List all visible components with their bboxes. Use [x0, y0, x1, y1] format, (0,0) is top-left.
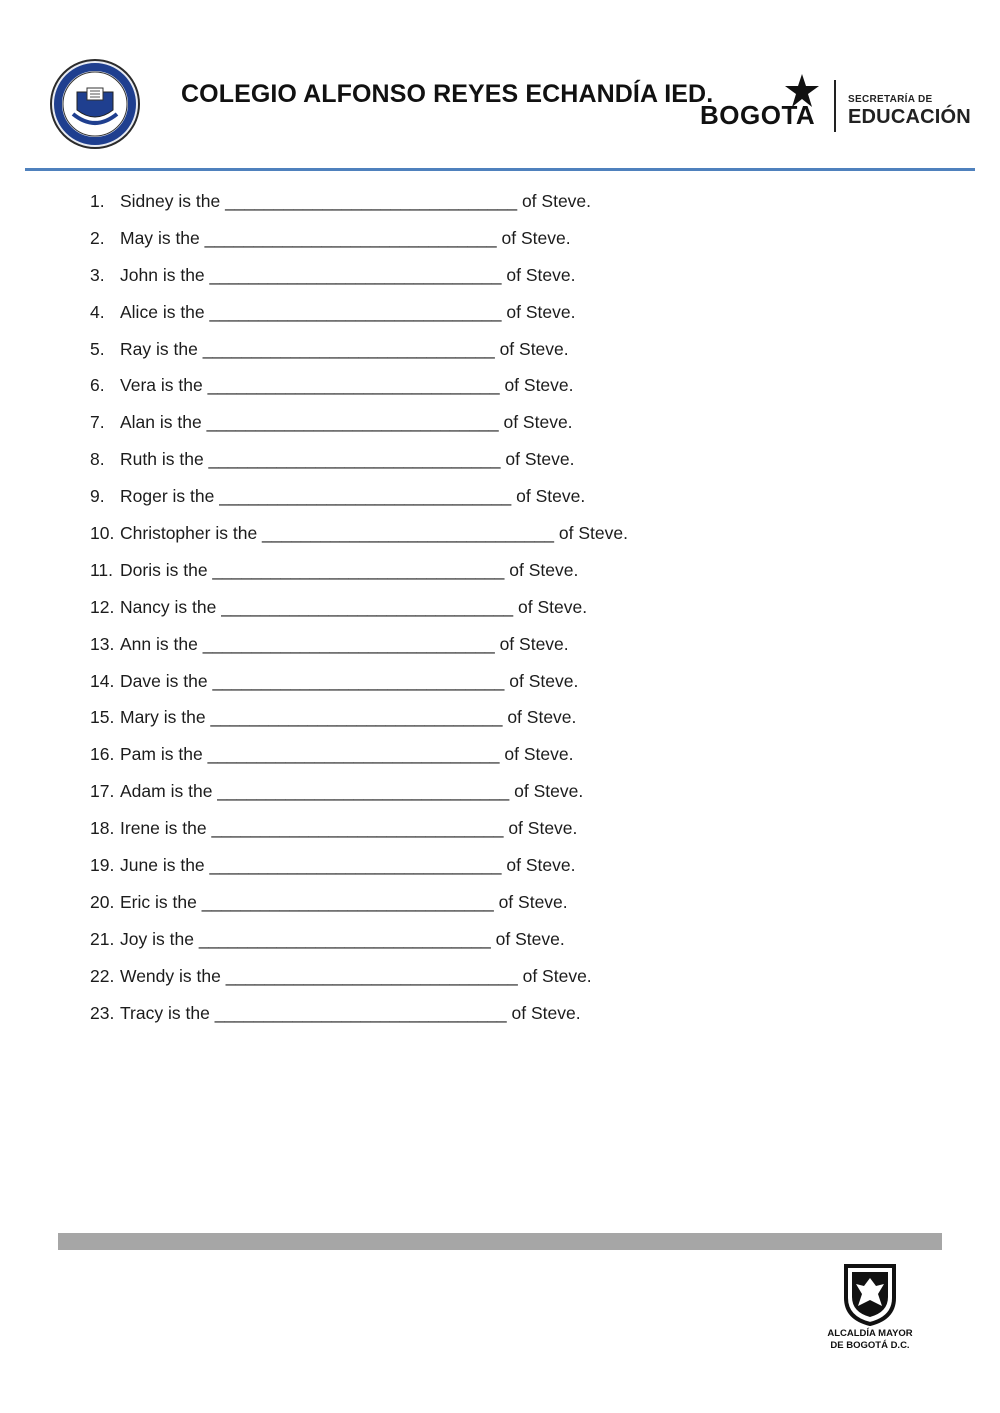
logo-divider [834, 80, 836, 132]
answer-blank[interactable]: ______________________________ [208, 449, 501, 470]
sentence-end: of Steve. [511, 1002, 581, 1023]
exercise-item [90, 778, 890, 815]
answer-blank[interactable]: ______________________________ [206, 412, 499, 433]
sentence-middle: is the [159, 412, 202, 433]
exercise-number: 19. [90, 855, 115, 876]
exercise-number: 16. [90, 744, 115, 765]
exercise-item [90, 336, 890, 373]
sentence-end: of Steve. [499, 633, 569, 654]
answer-blank[interactable]: ______________________________ [201, 891, 494, 912]
sentence-end: of Steve. [503, 412, 573, 433]
exercise-number: 7. [90, 412, 105, 433]
sentence-middle: is the [165, 670, 208, 691]
sentence-end: of Steve. [516, 486, 586, 507]
sentence-end: of Steve. [558, 523, 628, 544]
exercise-number: 2. [90, 227, 105, 248]
person-name: Roger [120, 486, 168, 507]
exercise-item [90, 741, 890, 778]
footer-bar [58, 1233, 942, 1250]
answer-blank[interactable]: ______________________________ [207, 744, 500, 765]
sentence-middle: is the [163, 707, 206, 728]
exercise-item [90, 188, 890, 225]
exercise-number: 20. [90, 891, 115, 912]
sentence-middle: is the [156, 338, 198, 359]
sentence-middle: is the [174, 596, 217, 617]
exercise-number: 9. [90, 486, 105, 507]
person-name: Adam [120, 781, 166, 802]
exercise-number: 14. [90, 670, 115, 691]
person-name: Vera [120, 375, 156, 396]
answer-blank[interactable]: ______________________________ [202, 338, 495, 359]
exercise-number: 11. [90, 559, 114, 580]
exercise-number: 6. [90, 375, 105, 396]
person-name: Doris [120, 559, 161, 580]
sentence-end: of Steve. [518, 596, 588, 617]
exercise-item [90, 631, 890, 668]
answer-blank[interactable]: ______________________________ [225, 191, 518, 211]
sentence-end: of Steve. [514, 781, 584, 802]
exercise-number: 4. [90, 301, 105, 322]
sentence-end: of Steve. [504, 744, 574, 765]
exercise-number: 18. [90, 818, 115, 839]
exercise-number: 8. [90, 449, 105, 470]
secretaria-label: SECRETARÍA DE [848, 94, 933, 105]
sentence-middle: is the [162, 855, 205, 876]
answer-blank[interactable]: ______________________________ [207, 375, 500, 396]
exercise-item [90, 852, 890, 889]
person-name: Joy [120, 928, 148, 949]
sentence-end: of Steve. [505, 449, 575, 470]
person-name: Alan [120, 412, 156, 433]
secretaria-educacion-logo [700, 72, 971, 136]
sentence-end: of Steve. [506, 264, 576, 285]
answer-blank[interactable]: ______________________________ [209, 301, 502, 322]
person-name: Irene [120, 818, 160, 839]
exercise-number: 13. [90, 633, 115, 654]
sentence-end: of Steve. [495, 928, 565, 949]
exercise-item [90, 299, 890, 336]
person-name: Sidney [120, 191, 174, 211]
sentence-middle: is the [155, 891, 197, 912]
person-name: June [120, 855, 158, 876]
sentence-end: of Steve. [504, 375, 574, 396]
page-header [0, 0, 1000, 172]
sentence-middle: is the [170, 781, 213, 802]
exercise-item [90, 594, 890, 631]
sentence-middle: is the [179, 965, 221, 986]
exercise-item [90, 372, 890, 409]
sentence-end: of Steve. [508, 818, 578, 839]
exercise-number: 15. [90, 707, 115, 728]
sentence-middle: is the [165, 559, 208, 580]
exercise-number: 12. [90, 596, 115, 617]
sentence-end: of Steve. [499, 338, 569, 359]
exercise-list [90, 188, 890, 1036]
person-name: Wendy [120, 965, 175, 986]
sentence-middle: is the [215, 523, 258, 544]
person-name: John [120, 264, 158, 285]
answer-blank[interactable]: ______________________________ [217, 781, 510, 802]
header-divider [25, 168, 975, 171]
answer-blank[interactable]: ______________________________ [221, 596, 514, 617]
answer-blank[interactable]: ______________________________ [212, 670, 505, 691]
answer-blank[interactable]: ______________________________ [210, 707, 503, 728]
sentence-end: of Steve. [498, 891, 568, 912]
exercise-item [90, 815, 890, 852]
exercise-item [90, 557, 890, 594]
person-name: Alice [120, 301, 158, 322]
person-name: Eric [120, 891, 151, 912]
person-name: Ruth [120, 449, 157, 470]
exercise-item [90, 225, 890, 262]
sentence-middle: is the [172, 486, 215, 507]
answer-blank[interactable]: ______________________________ [212, 559, 505, 580]
sentence-middle: is the [156, 633, 198, 654]
answer-blank[interactable]: ______________________________ [209, 264, 502, 285]
alcaldia-line-1: ALCALDÍA MAYOR [827, 1328, 913, 1339]
answer-blank[interactable]: ______________________________ [214, 1002, 507, 1023]
exercise-number: 22. [90, 965, 115, 986]
person-name: Ray [120, 338, 152, 359]
sentence-end: of Steve. [507, 707, 577, 728]
answer-blank[interactable]: ______________________________ [209, 855, 502, 876]
person-name: Mary [120, 707, 159, 728]
answer-blank[interactable]: ______________________________ [198, 928, 491, 949]
exercise-item [90, 409, 890, 446]
answer-blank[interactable]: ______________________________ [262, 523, 555, 544]
sentence-middle: is the [160, 744, 203, 765]
exercise-number: 23. [90, 1002, 115, 1023]
person-name: May [120, 227, 154, 248]
sentence-middle: is the [160, 375, 203, 396]
sentence-middle: is the [167, 1002, 210, 1023]
exercise-number: 17. [90, 781, 115, 802]
sentence-middle: is the [162, 301, 205, 322]
exercise-item [90, 889, 890, 926]
sentence-end: of Steve. [501, 227, 571, 248]
sentence-middle: is the [164, 818, 207, 839]
educacion-label: EDUCACIÓN [848, 106, 971, 128]
person-name: Christopher [120, 523, 211, 544]
alcaldia-caption [818, 1328, 922, 1352]
exercise-number: 1. [90, 191, 105, 211]
answer-blank[interactable]: ______________________________ [225, 965, 518, 986]
sentence-end: of Steve. [506, 301, 576, 322]
exercise-item [90, 1000, 890, 1037]
person-name: Tracy [120, 1002, 164, 1023]
sentence-end: of Steve. [522, 965, 592, 986]
alcaldia-line-2: DE BOGOTÁ D.C. [830, 1340, 910, 1351]
exercise-item [90, 446, 890, 483]
exercise-number: 5. [90, 338, 105, 359]
exercise-item [90, 963, 890, 1000]
answer-blank[interactable]: ______________________________ [211, 818, 504, 839]
exercise-item [90, 926, 890, 963]
person-name: Ann [120, 633, 152, 654]
answer-blank[interactable]: ______________________________ [202, 633, 495, 654]
sentence-end: of Steve. [509, 670, 579, 691]
school-seal-icon [49, 58, 141, 150]
sentence-end: of Steve. [521, 191, 592, 211]
person-name: Pam [120, 744, 156, 765]
sentence-middle: is the [157, 227, 200, 248]
sentence-middle: is the [152, 928, 194, 949]
exercise-item [90, 668, 890, 705]
bogota-wordmark: BOGOTA [700, 100, 816, 130]
sentence-middle: is the [162, 264, 205, 285]
answer-blank[interactable]: ______________________________ [204, 227, 497, 248]
exercise-number: 3. [90, 264, 105, 285]
answer-blank[interactable]: ______________________________ [219, 486, 512, 507]
exercise-item [90, 262, 890, 299]
alcaldia-logo [818, 1262, 922, 1358]
star-icon [782, 72, 822, 112]
exercise-item [90, 520, 890, 557]
school-name-heading: COLEGIO ALFONSO REYES ECHANDÍA IED. [181, 80, 714, 108]
exercise-item [90, 483, 890, 520]
sentence-end: of Steve. [506, 855, 576, 876]
exercise-number: 10. [90, 523, 115, 544]
person-name: Nancy [120, 596, 170, 617]
exercise-number: 21. [90, 928, 115, 949]
sentence-end: of Steve. [509, 559, 579, 580]
sentence-middle: is the [178, 191, 221, 211]
coat-of-arms-icon [842, 1262, 898, 1326]
sentence-middle: is the [161, 449, 204, 470]
person-name: Dave [120, 670, 161, 691]
exercise-item [90, 704, 890, 741]
